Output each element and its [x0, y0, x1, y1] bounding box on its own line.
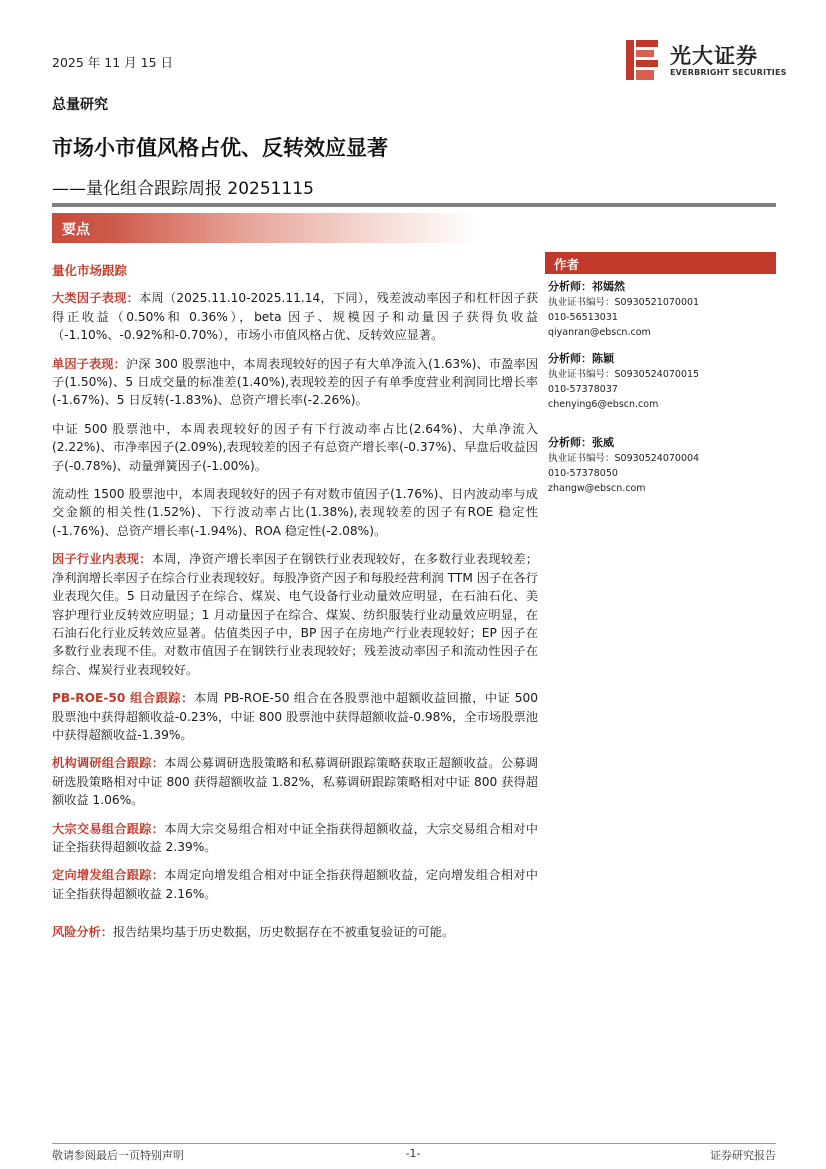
keypoints-banner-label: 要点 [62, 222, 90, 238]
analyst-name: 分析师：陈颖 [548, 352, 614, 365]
analyst-name: 分析师：张威 [548, 436, 614, 449]
analyst-cert: 执业证书编号：S0930521070001 [548, 297, 700, 308]
analyst-cert: 执业证书编号：S0930524070004 [548, 453, 700, 464]
analyst-cert: 执业证书编号：S0930524070015 [548, 369, 700, 380]
report-title: 市场小市值风格占优、反转效应显著 [52, 136, 388, 160]
analyst-card [548, 279, 776, 340]
paragraph-label: 大类因子表现： [52, 291, 140, 306]
paragraph-single-factor-zz500 [52, 420, 538, 475]
paragraph-private-placement [52, 866, 538, 903]
keypoints-banner [52, 213, 478, 243]
report-subtitle: ——量化组合跟踪周报 20251115 [52, 179, 314, 199]
paragraph-text: 流动性 1500 股票池中，本周表现较好的因子有对数市值因子(1.76%)、日内波动率与成交金额的相关性(1.52%)、下行波动率占比(1.38%),表现较差的因子有ROE 稳定性(-1.76%)、总资产增长率(-1.94%)、ROA 稳定性(-2.08%)。 [52, 487, 538, 538]
paragraph-text: 本周（2025.11.10-2025.11.14，下同），残差波动率因子和杠杆因子获得正收益（0.50%和 0.36%），beta 因子、规模因子和动量因子获得负收益（-1.10%、-0.92%和-0.70%），市场小市值风格占优、反转效应显著。 [52, 291, 539, 343]
section-heading: 量化市场跟踪 [52, 263, 128, 278]
author-heading-label: 作者 [554, 257, 580, 272]
paragraph-text: 本周，净资产增长率因子在钢铁行业表现较好，在多数行业表现较差；净利润增长率因子在综合行业表现较好。每股净资产因子和每股经营利润 TTM 因子在各行业表现欠佳。5 日动量因子在综合、煤炭、电气设备行业动量效应明显，在石油石化、美容护理行业反转效应明显；1 月动量因子在综合、煤炭、纺织服装行业动量效应明显，在石油石化行业反转效应显著。估值类因子中，BP 因子在房地产行业表现较好；EP 因子在多数行业表现不佳。对数市值因子在钢铁行业表现较好；残差波动率因子和流动性因子在综合、煤炭行业表现较好。 [52, 552, 538, 677]
paragraph-text: 本周大宗交易组合相对中证全指获得超额收益，大宗交易组合相对中证全指获得超额收益 2.39%。 [52, 821, 538, 854]
paragraph-label: 定向增发组合跟踪： [52, 868, 165, 883]
analyst-card [548, 435, 776, 496]
brand-name-en: EVERBRIGHT SECURITIES [670, 68, 787, 77]
paragraph-pb-roe-50 [52, 689, 538, 744]
analyst-phone: 010-57378037 [548, 384, 618, 395]
paragraph-text: 报告结果均基于历史数据，历史数据存在不被重复验证的可能。 [112, 925, 455, 940]
paragraph-label: 风险分析： [52, 925, 113, 940]
analyst-phone: 010-56513031 [548, 312, 618, 323]
footer-report-type: 证券研究报告 [710, 1149, 776, 1162]
footer-divider [52, 1143, 776, 1144]
report-date: 2025 年 11 月 15 日 [52, 55, 173, 70]
analyst-name: 分析师：祁嫣然 [548, 280, 625, 293]
paragraph-label: 因子行业内表现： [52, 552, 152, 567]
paragraph-risk [52, 923, 538, 941]
paragraph-text: 沪深 300 股票池中，本周表现较好的因子有大单净流入(1.63%)、市盈率因子(1.50%)、5 日成交量的标准差(1.40%),表现较差的因子有单季度营业利润同比增长率(-1.67%)、5 日反转(-1.83%)、总资产增长率(-2.26%)。 [52, 356, 539, 408]
report-category: 总量研究 [52, 97, 108, 113]
paragraph-label: 大宗交易组合跟踪： [52, 821, 165, 836]
paragraph-label: 单因子表现： [52, 356, 126, 371]
paragraph-major-factors [52, 289, 538, 344]
paragraph-label: PB-ROE-50 组合跟踪： [52, 691, 194, 706]
footer-disclaimer: 敬请参阅最后一页特别声明 [52, 1149, 184, 1162]
analyst-phone: 010-57378050 [548, 468, 618, 479]
paragraph-single-factor-hs300 [52, 355, 538, 410]
analyst-card [548, 351, 776, 412]
keypoints-body [52, 262, 538, 952]
title-divider [52, 203, 776, 207]
footer-page-number: -1- [405, 1147, 421, 1160]
analyst-email: qiyanran@ebscn.com [548, 327, 651, 338]
paragraph-text: 本周公募调研选股策略和私募调研跟踪策略获取正超额收益。公募调研选股策略相对中证 800 获得超额收益 1.82%，私募调研跟踪策略相对中证 800 获得超额收益 1.06%。 [52, 756, 538, 808]
everbright-logo-icon [626, 38, 660, 82]
paragraph-single-factor-liquidity1500 [52, 485, 538, 540]
paragraph-label: 机构调研组合跟踪： [52, 756, 165, 771]
analyst-email: chenying6@ebscn.com [548, 399, 659, 410]
paragraph-block-trade [52, 820, 538, 857]
paragraph-text: 本周 PB-ROE-50 组合在各股票池中超额收益回撤，中证 500 股票池中获得超额收益-0.23%，中证 800 股票池中获得超额收益-0.98%，全市场股票池中获得超额收益-1.39%。 [52, 691, 538, 742]
analyst-email: zhangw@ebscn.com [548, 483, 646, 494]
author-heading [545, 252, 776, 274]
paragraph-text: 中证 500 股票池中，本周表现较好的因子有下行波动率占比(2.64%)、大单净流入(2.22%)、市净率因子(2.09%),表现较差的因子有总资产增长率(-0.37%)、早盘后收益因子(-0.78%)、动量弹簧因子(-1.00%)。 [52, 421, 538, 473]
paragraph-institutional-research [52, 754, 538, 809]
brand-name-cn: 光大证券 [670, 44, 758, 68]
paragraph-text: 本周定向增发组合相对中证全指获得超额收益，定向增发组合相对中证全指获得超额收益 2.16%。 [52, 868, 538, 901]
paragraph-industry-factors [52, 550, 538, 679]
brand-logo [626, 38, 787, 84]
